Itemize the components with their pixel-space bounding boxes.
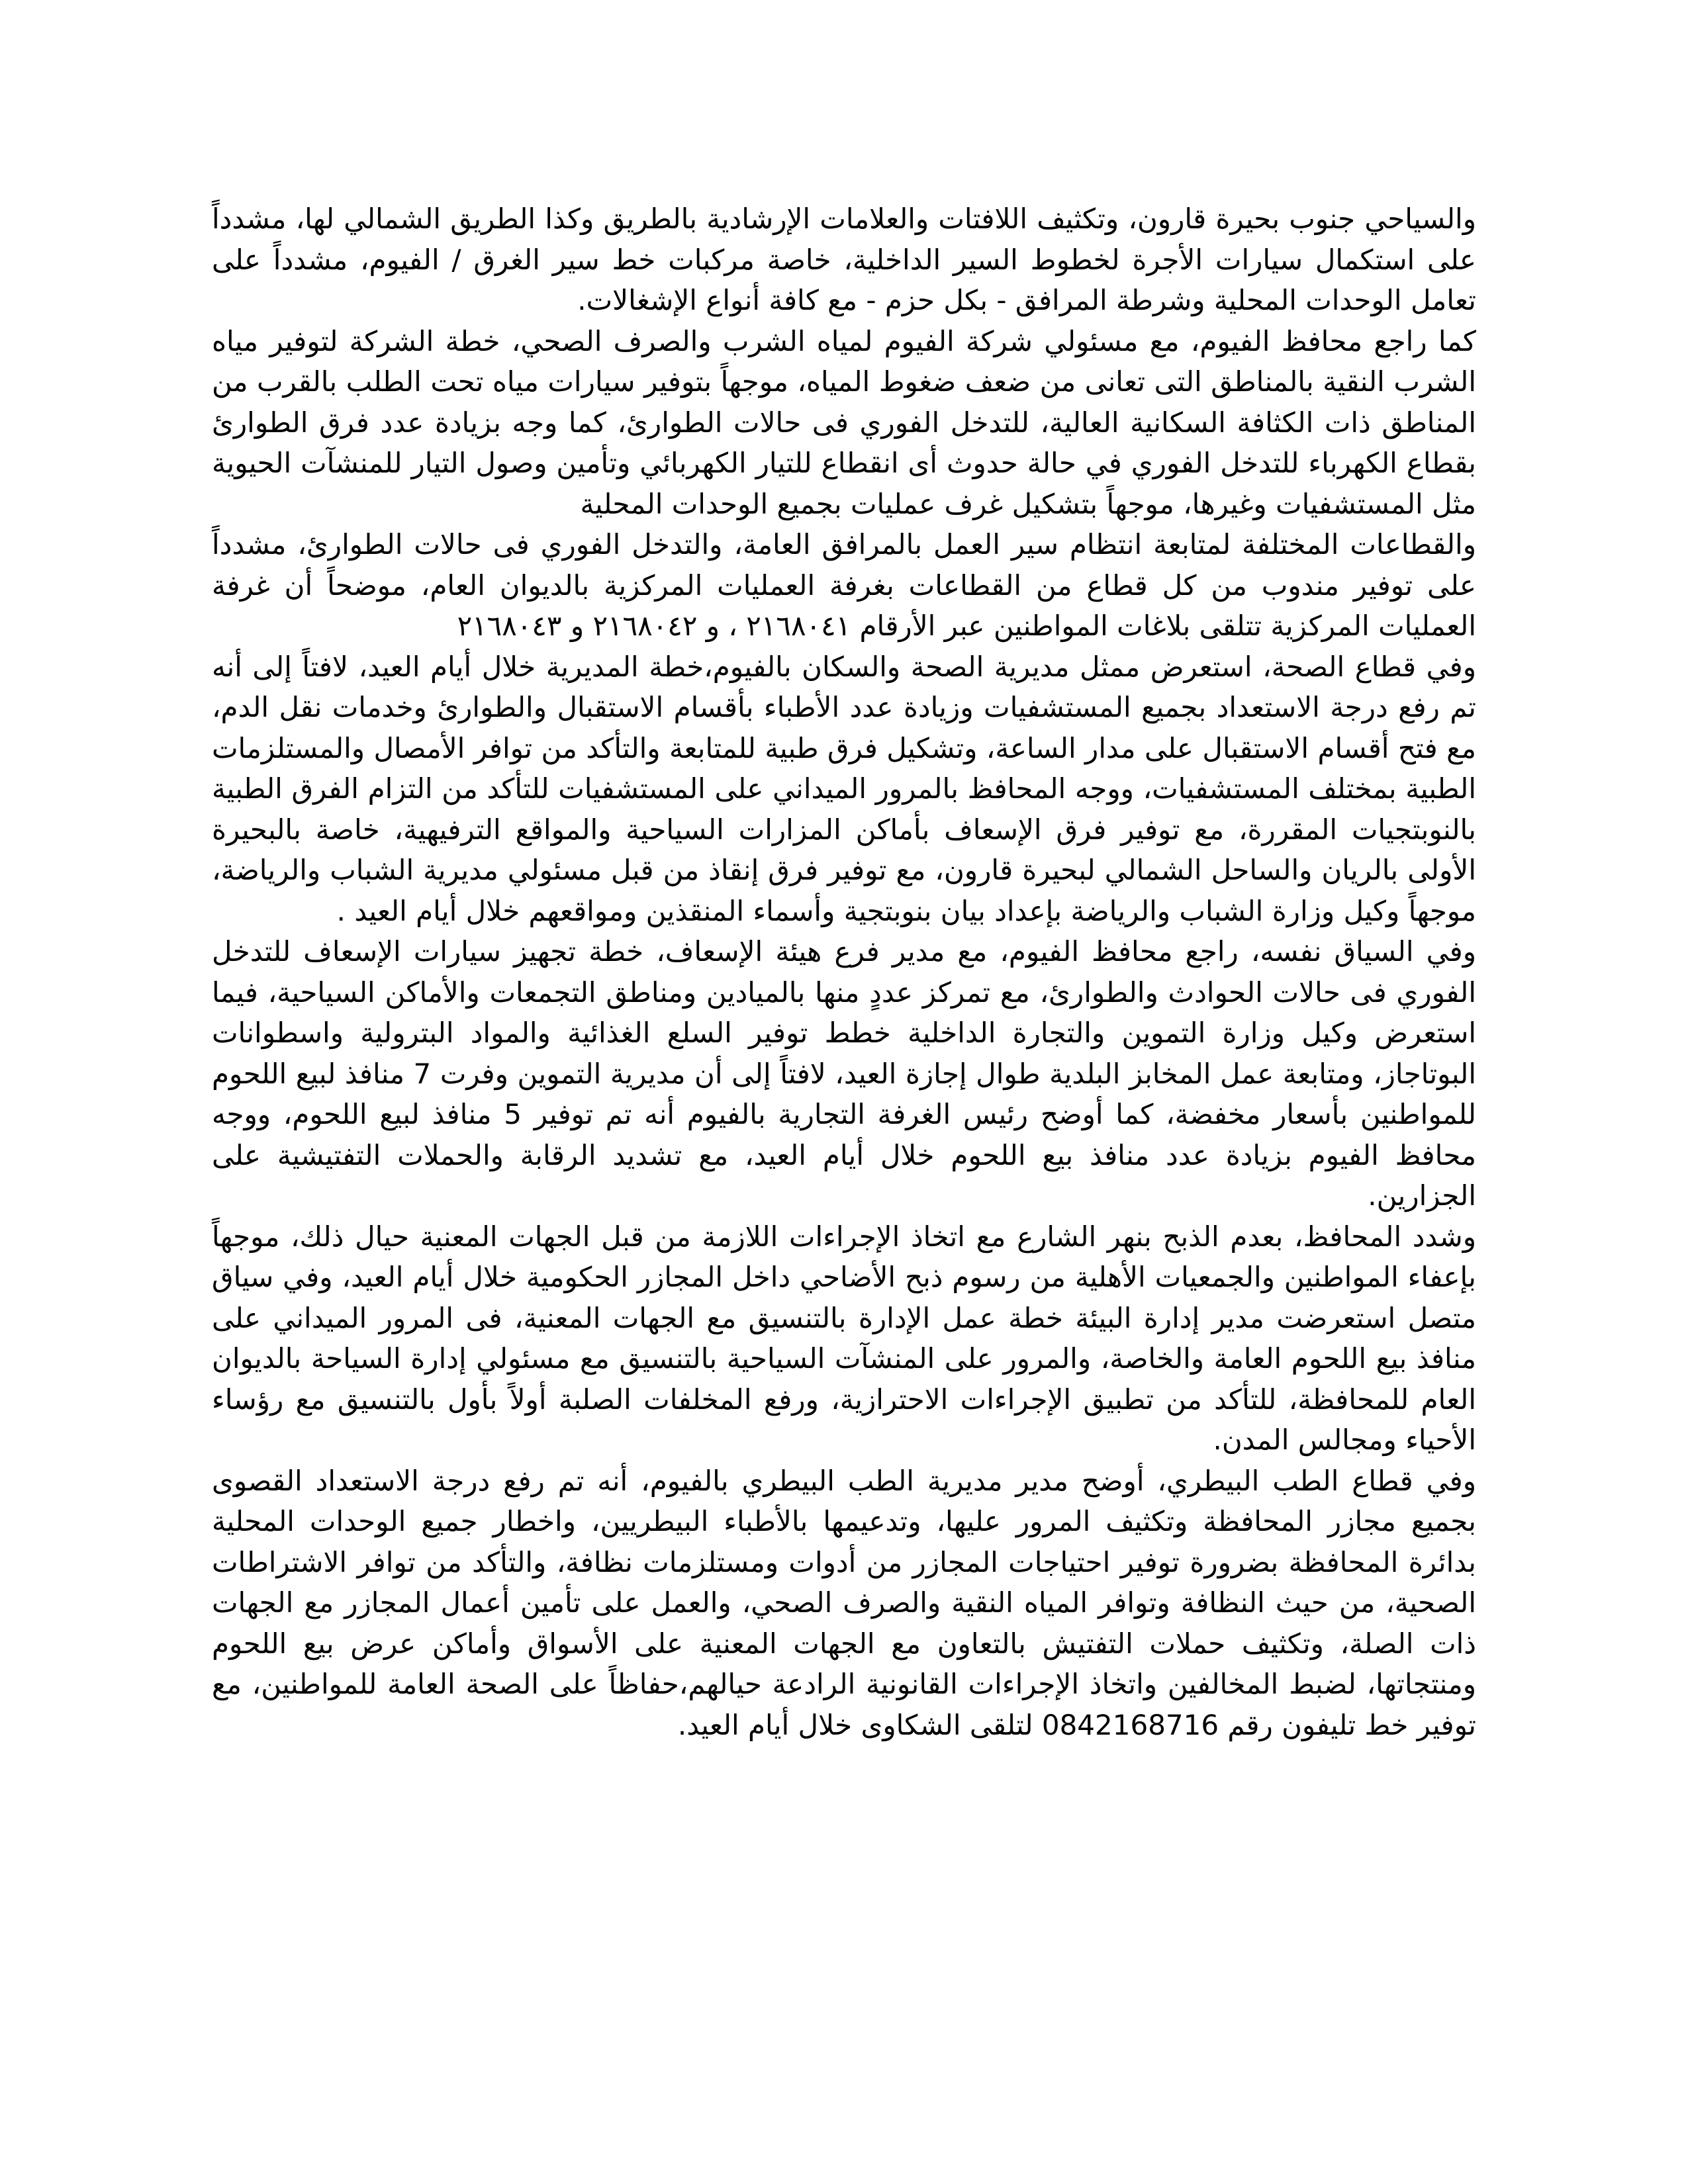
document-body [212,199,1476,1745]
paragraph: والقطاعات المختلفة لمتابعة انتظام سير العمل بالمرافق العامة، والتدخل الفوري فى حالات الطوارئ، مشدداً على توفير مندوب من كل قطاع من القطاعات بغرفة العمليات المركزية بالديوان العام، موضحاً أن غرفة العمليات المركزية تتلقى بلاغات المواطنين عبر الأرقام ٢١٦٨٠٤١ ، و ٢١٦٨٠٤٢ و ٢١٦٨٠٤٣ [212,528,1476,642]
paragraph: والسياحي جنوب بحيرة قارون، وتكثيف اللافتات والعلامات الإرشادية بالطريق وكذا الطريق الشمالي لها، مشدداً على استكمال سيارات الأجرة لخطوط السير الداخلية، خاصة مركبات خط سير الغرق / الفيوم، مشدداً على تعامل الوحدات المحلية وشرطة المرافق - بكل حزم - مع كافة أنواع الإشغالات. [212,203,1476,316]
paragraph: وشدد المحافظ، بعدم الذبح بنهر الشارع مع اتخاذ الإجراءات اللازمة من قبل الجهات المعنية حيال ذلك، موجهاً بإعفاء المواطنين والجمعيات الأهلية من رسوم ذبح الأضاحي داخل المجازر الحكومية خلال أيام العيد، وفي سياق متصل استعرضت مدير إدارة البيئة خطة عمل الإدارة بالتنسيق مع الجهات المعنية، فى المرور الميداني على منافذ بيع اللحوم العامة والخاصة، والمرور على المنشآت السياحية بالتنسيق مع مسئولي إدارة السياحة بالديوان العام للمحافظة، للتأكد من تطبيق الإجراءات الاحترازية، ورفع المخلفات الصلبة أولاً بأول بالتنسيق مع رؤساء الأحياء ومجالس المدن. [212,1220,1476,1456]
paragraph: وفي قطاع الصحة، استعرض ممثل مديرية الصحة والسكان بالفيوم،خطة المديرية خلال أيام العيد، لافتاً إلى أنه تم رفع درجة الاستعداد بجميع المستشفيات وزيادة عدد الأطباء بأقسام الاستقبال والطوارئ وخدمات نقل الدم، مع فتح أقسام الاستقبال على مدار الساعة، وتشكيل فرق طبية للمتابعة والتأكد من توافر الأمصال والمستلزمات الطبية بمختلف المستشفيات، ووجه المحافظ بالمرور الميداني على المستشفيات للتأكد من التزام الفرق الطبية بالنوبتجيات المقررة، مع توفير فرق الإسعاف بأماكن المزارات السياحية والمواقع الترفيهية، خاصة بالبحيرة الأولى بالريان والساحل الشمالي لبحيرة قارون، مع توفير فرق إنقاذ من قبل مسئولي مديرية الشباب والرياضة، موجهاً وكيل وزارة الشباب والرياضة بإعداد بيان بنوبتجية وأسماء المنقذين ومواقعهم خلال أيام العيد . [212,650,1476,927]
paragraph: وفي قطاع الطب البيطري، أوضح مدير مديرية الطب البيطري بالفيوم، أنه تم رفع درجة الاستعداد القصوى بجميع مجازر المحافظة وتكثيف المرور عليها، وتدعيمها بالأطباء البيطريين، واخطار جميع الوحدات المحلية بدائرة المحافظة بضرورة توفير احتياجات المجازر من أدوات ومستلزمات نظافة، والتأكد من توافر الاشتراطات الصحية، من حيث النظافة وتوافر المياه النقية والصرف الصحي، والعمل على تأمين أعمال المجازر مع الجهات ذات الصلة، وتكثيف حملات التفتيش بالتعاون مع الجهات المعنية على الأسواق وأماكن عرض بيع اللحوم ومنتجاتها، لضبط المخالفين واتخاذ الإجراءات القانونية الرادعة حيالهم،حفاظاً على الصحة العامة للمواطنين، مع توفير خط تليفون رقم 0842168716 لتلقى الشكاوى خلال أيام العيد. [212,1464,1476,1741]
paragraph: وفي السياق نفسه، راجع محافظ الفيوم، مع مدير فرع هيئة الإسعاف، خطة تجهيز سيارات الإسعاف للتدخل الفوري فى حالات الحوادث والطوارئ، مع تمركز عددٍ منها بالميادين ومناطق التجمعات والأماكن السياحية، فيما استعرض وكيل وزارة التموين والتجارة الداخلية خطط توفير السلع الغذائية والمواد البترولية واسطوانات البوتاجاز، ومتابعة عمل المخابز البلدية طوال إجازة العيد، لافتاً إلى أن مديرية التموين وفرت 7 منافذ لبيع اللحوم للمواطنين بأسعار مخفضة، كما أوضح رئيس الغرفة التجارية بالفيوم أنه تم توفير 5 منافذ لبيع اللحوم، ووجه محافظ الفيوم بزيادة عدد منافذ بيع اللحوم خلال أيام العيد، مع تشديد الرقابة والحملات التفتيشية على الجزارين. [212,935,1477,1212]
paragraph: كما راجع محافظ الفيوم، مع مسئولي شركة الفيوم لمياه الشرب والصرف الصحي، خطة الشركة لتوفير مياه الشرب النقية بالمناطق التى تعانى من ضعف ضغوط المياه، موجهاً بتوفير سيارات مياه تحت الطلب بالقرب من المناطق ذات الكثافة السكانية العالية، للتدخل الفوري فى حالات الطوارئ، كما وجه بزيادة عدد فرق الطوارئ بقطاع الكهرباء للتدخل الفوري في حالة حدوث أى انقطاع للتيار الكهربائي وتأمين وصول التيار للمنشآت الحيوية مثل المستشفيات وغيرها، موجهاً بتشكيل غرف عمليات بجميع الوحدات المحلية [212,324,1476,520]
